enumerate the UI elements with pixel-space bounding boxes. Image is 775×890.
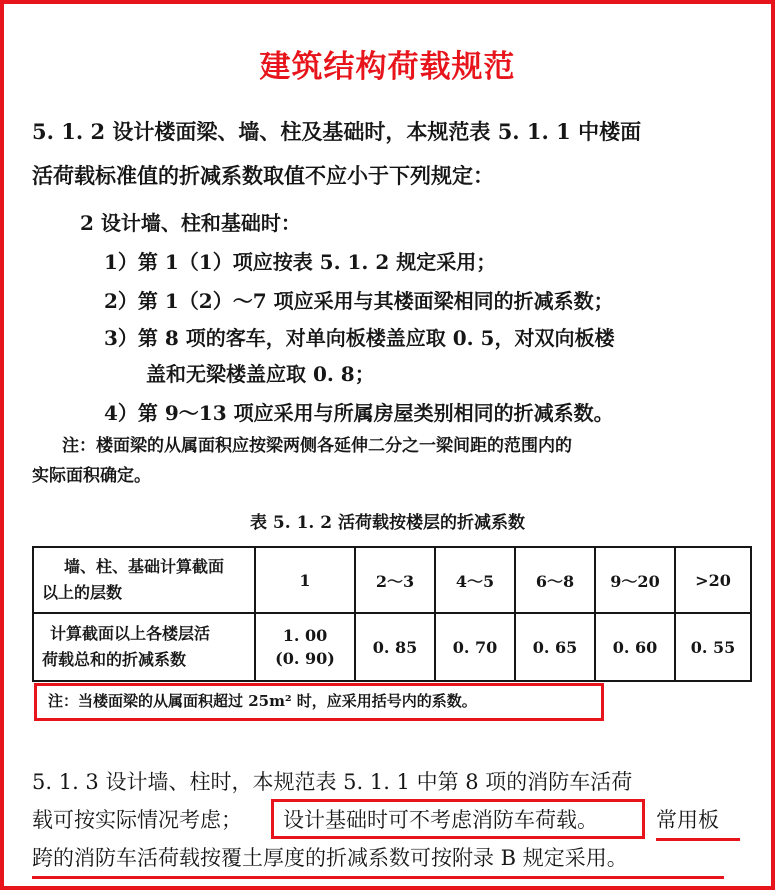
table-cell-floor: >20 <box>675 547 751 613</box>
table-cell-floor: 1 <box>255 547 355 613</box>
table-header-floors-line2: 以上的层数 <box>42 583 123 602</box>
section-512-line2: 活荷载标准值的折减系数取值不应小于下列规定： <box>32 163 494 188</box>
table-cell-factor: 0. 55 <box>675 613 751 681</box>
item-2-sub4: 4）第 9～13 项应采用与所属房屋类别相同的折减系数。 <box>104 401 614 425</box>
table-caption: 表 5. 1. 2 活荷载按楼层的折减系数 <box>250 513 525 533</box>
table-cell-floor: 6～8 <box>515 547 595 613</box>
section-512-line1: 5. 1. 2 设计楼面梁、墙、柱及基础时，本规范表 5. 1. 1 中楼面 <box>32 119 642 144</box>
table-cell-factor-alt: (0. 90) <box>275 649 335 668</box>
item-2-heading: 2 设计墙、柱和基础时： <box>80 211 301 235</box>
table-cell-factor: 0. 70 <box>435 613 515 681</box>
table-header-factors-line1: 计算截面以上各楼层活 <box>50 624 211 643</box>
section-513-line2a: 载可按实际情况考虑； <box>32 808 242 832</box>
reduction-factor-table <box>32 546 752 682</box>
item-2-sub2: 2）第 1（2）～7 项应采用与其楼面梁相同的折减系数； <box>104 289 614 313</box>
section-513-line2b: 设计基础时可不考虑消防车荷载。 <box>283 808 598 832</box>
table-header-factors-line2: 荷载总和的折减系数 <box>42 650 187 669</box>
table-cell-factor-first <box>255 613 355 681</box>
table-row-floors <box>33 547 751 613</box>
item-2-sub3-line1: 3）第 8 项的客车，对单向板楼盖应取 0. 5，对双向板楼 <box>104 326 615 350</box>
note-1-line1: 注：楼面梁的从属面积应按梁两侧各延伸二分之一梁间距的范围内的 <box>62 436 572 456</box>
note-1-line2: 实际面积确定。 <box>32 466 151 486</box>
table-note: 注：当楼面梁的从属面积超过 25m² 时，应采用括号内的系数。 <box>48 692 477 710</box>
table-cell-factor-value: 1. 00 <box>282 626 328 645</box>
page-title: 建筑结构荷载规范 <box>259 49 516 85</box>
table-cell-factor: 0. 85 <box>355 613 435 681</box>
section-513-line1: 5. 1. 3 设计墙、柱时，本规范表 5. 1. 1 中第 8 项的消防车活荷 <box>32 770 633 794</box>
section-513-line2c: 常用板 <box>656 808 719 832</box>
common-span-underline-1 <box>656 838 740 841</box>
item-2-sub1: 1）第 1（1）项应按表 5. 1. 2 规定采用； <box>104 250 497 274</box>
table-cell-factor: 0. 65 <box>515 613 595 681</box>
table-cell-floor: 2～3 <box>355 547 435 613</box>
table-cell-floor: 4～5 <box>435 547 515 613</box>
section-513-line3: 跨的消防车活荷载按覆土厚度的折减系数可按附录 B 规定采用。 <box>32 846 628 870</box>
item-2-sub3-line2: 盖和无梁楼盖应取 0. 8； <box>146 362 375 386</box>
table-cell-floor: 9～20 <box>595 547 675 613</box>
table-row-factors <box>33 613 751 681</box>
common-span-underline-2 <box>32 876 724 879</box>
table-header-factors <box>33 613 255 681</box>
table-header-floors-line1: 墙、柱、基础计算截面 <box>64 557 225 576</box>
table-header-floors <box>33 547 255 613</box>
table-cell-factor: 0. 60 <box>595 613 675 681</box>
